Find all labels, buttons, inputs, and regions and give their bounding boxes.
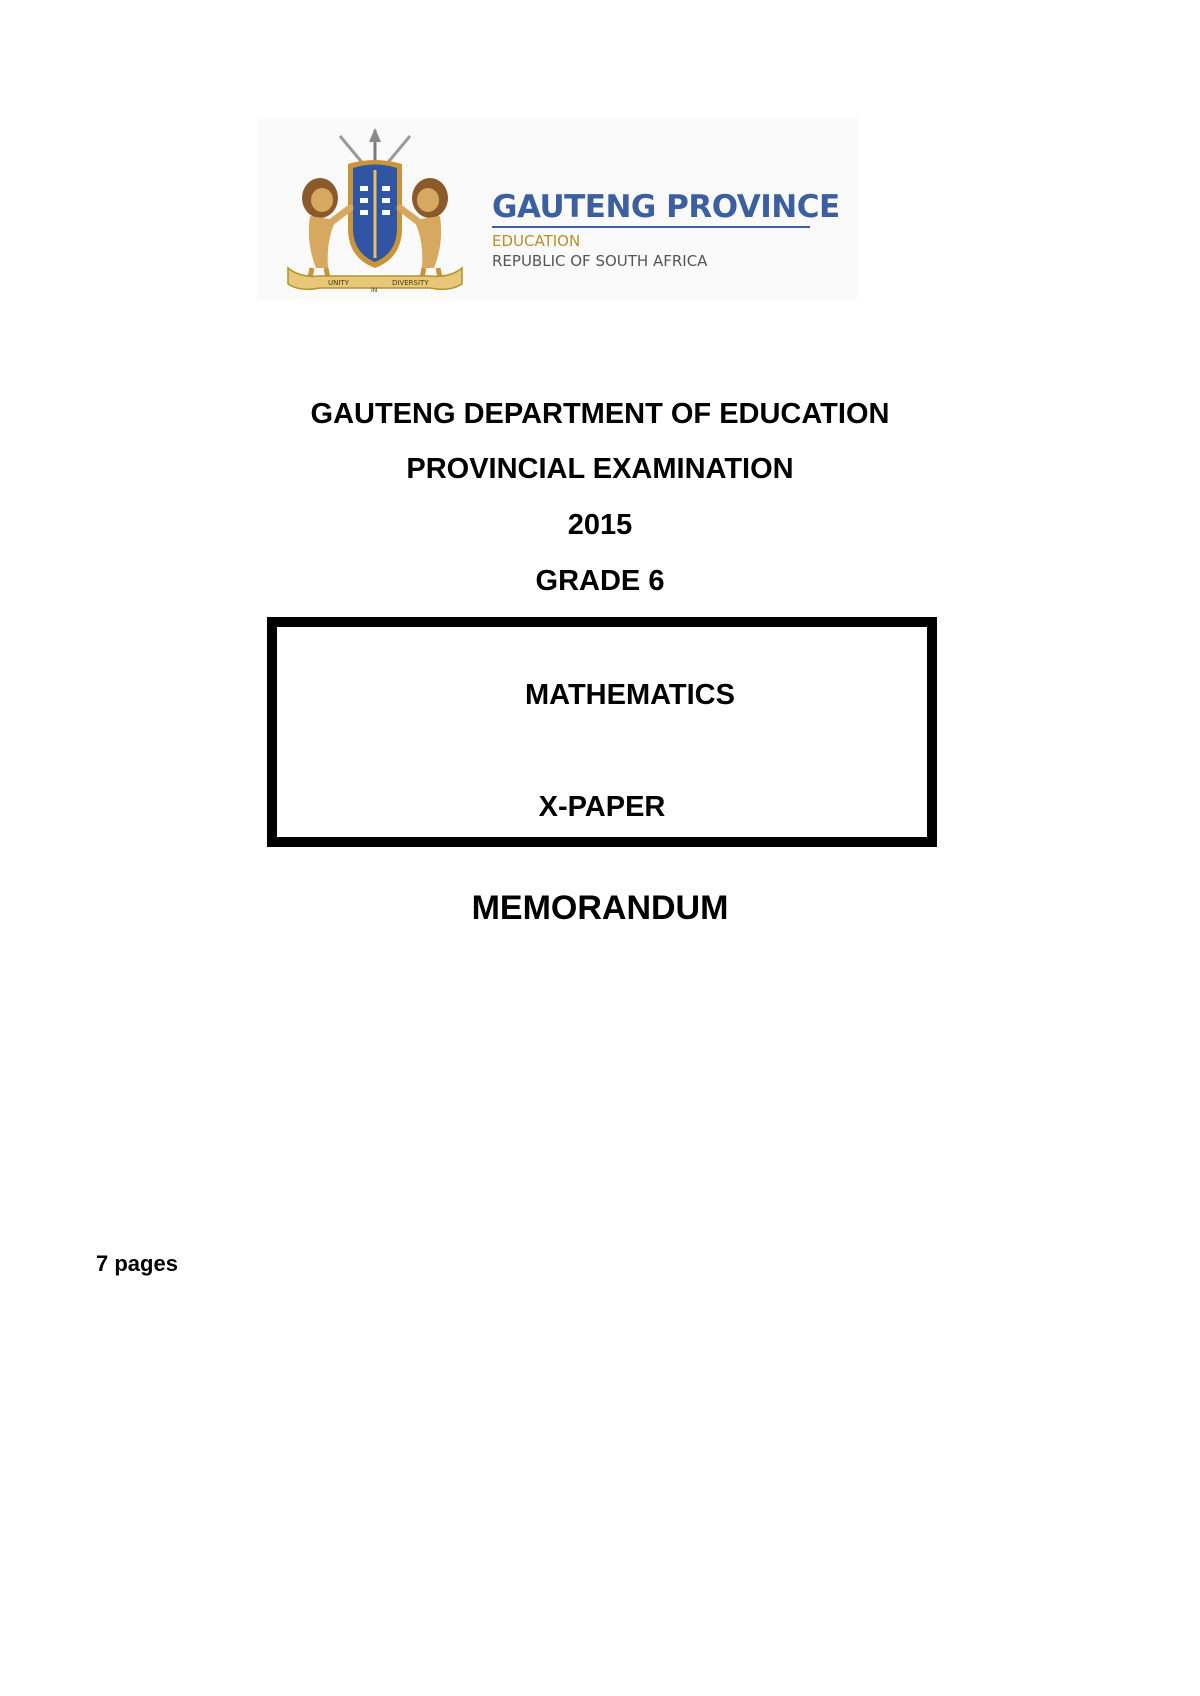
year-heading: 2015 [567, 509, 633, 541]
gauteng-logo [258, 118, 858, 300]
motto-in: IN [371, 287, 378, 294]
page-count: 7 pages [96, 1251, 178, 1276]
grade-heading: GRADE 6 [535, 565, 665, 597]
logo-subtitle-country: REPUBLIC OF SOUTH AFRICA [492, 251, 708, 270]
motto-diversity: DIVERSITY [392, 279, 429, 287]
coat-of-arms-icon [280, 128, 470, 298]
exam-heading: PROVINCIAL EXAMINATION [406, 453, 794, 485]
paper-title: X-PAPER [538, 791, 666, 823]
logo-text [492, 189, 840, 270]
subject-box [267, 617, 937, 847]
logo-underline [492, 226, 810, 228]
department-heading: GAUTENG DEPARTMENT OF EDUCATION [310, 398, 890, 430]
logo-title: GAUTENG PROVINCE [492, 189, 840, 225]
memorandum-title: MEMORANDUM [471, 889, 729, 927]
subject-title: MATHEMATICS [525, 679, 735, 711]
logo-subtitle-education: EDUCATION [492, 232, 581, 250]
motto-unity: UNITY [328, 279, 349, 287]
